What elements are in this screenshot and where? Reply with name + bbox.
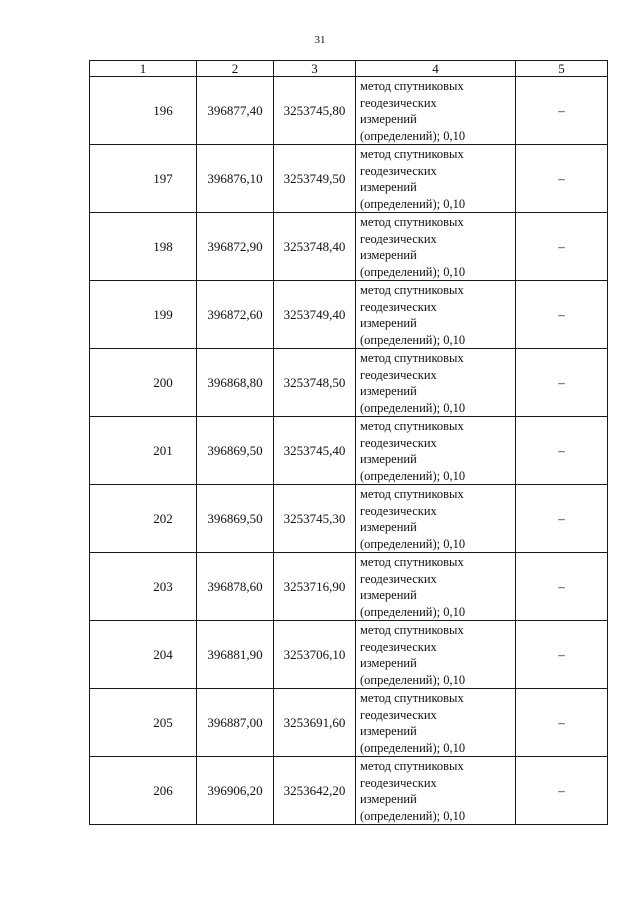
method-cell	[356, 553, 516, 621]
method-cell	[356, 621, 516, 689]
method-line: геодезических	[360, 435, 437, 450]
method-line: метод спутниковых	[360, 691, 464, 705]
y-coordinate-cell: 3253748,50	[274, 349, 356, 417]
header-col-1: 1	[90, 61, 197, 77]
method-cell	[356, 213, 516, 281]
header-col-3: 3	[274, 61, 356, 77]
point-number-cell: 204	[90, 621, 197, 689]
header-col-2: 2	[197, 61, 274, 77]
method-line: (определений); 0,10	[360, 468, 466, 483]
method-line: измерений	[360, 112, 417, 126]
point-number-cell: 203	[90, 553, 197, 621]
method-cell	[356, 349, 516, 417]
method-line: метод спутниковых	[360, 623, 464, 637]
x-coordinate-cell: 396869,50	[197, 485, 274, 553]
method-line: метод спутниковых	[360, 555, 464, 569]
table-row	[90, 621, 608, 689]
y-coordinate-cell: 3253706,10	[274, 621, 356, 689]
y-coordinate-cell: 3253748,40	[274, 213, 356, 281]
method-line: метод спутниковых	[360, 147, 464, 161]
method-line: измерений	[360, 316, 417, 330]
method-line: (определений); 0,10	[360, 604, 466, 619]
y-coordinate-cell: 3253642,20	[274, 757, 356, 825]
table-row	[90, 689, 608, 757]
point-number-cell: 197	[90, 145, 197, 213]
table-row	[90, 213, 608, 281]
extra-cell: –	[516, 77, 608, 145]
point-number-cell: 201	[90, 417, 197, 485]
header-col-4: 4	[356, 61, 516, 77]
extra-cell: –	[516, 689, 608, 757]
extra-cell: –	[516, 485, 608, 553]
method-line: измерений	[360, 248, 417, 262]
method-line: измерений	[360, 792, 417, 806]
table-row	[90, 553, 608, 621]
method-line: измерений	[360, 588, 417, 602]
coordinates-table	[89, 60, 608, 825]
table-row	[90, 757, 608, 825]
method-cell	[356, 689, 516, 757]
method-line: измерений	[360, 724, 417, 738]
method-line: измерений	[360, 384, 417, 398]
method-line: (определений); 0,10	[360, 332, 466, 347]
method-cell	[356, 145, 516, 213]
x-coordinate-cell: 396877,40	[197, 77, 274, 145]
method-line: геодезических	[360, 95, 437, 110]
point-number-cell: 205	[90, 689, 197, 757]
y-coordinate-cell: 3253745,30	[274, 485, 356, 553]
method-line: (определений); 0,10	[360, 128, 466, 143]
method-cell	[356, 485, 516, 553]
extra-cell: –	[516, 757, 608, 825]
table-row	[90, 485, 608, 553]
y-coordinate-cell: 3253749,40	[274, 281, 356, 349]
y-coordinate-cell: 3253716,90	[274, 553, 356, 621]
header-col-5: 5	[516, 61, 608, 77]
method-line: геодезических	[360, 775, 437, 790]
method-line: метод спутниковых	[360, 79, 464, 93]
method-line: метод спутниковых	[360, 759, 464, 773]
method-line: измерений	[360, 180, 417, 194]
page-number: 31	[314, 34, 326, 46]
point-number-cell: 206	[90, 757, 197, 825]
method-line: геодезических	[360, 707, 437, 722]
extra-cell: –	[516, 553, 608, 621]
x-coordinate-cell: 396869,50	[197, 417, 274, 485]
method-line: метод спутниковых	[360, 283, 464, 297]
method-cell	[356, 77, 516, 145]
extra-cell: –	[516, 213, 608, 281]
method-line: (определений); 0,10	[360, 196, 466, 211]
point-number-cell: 196	[90, 77, 197, 145]
extra-cell: –	[516, 281, 608, 349]
extra-cell: –	[516, 145, 608, 213]
extra-cell: –	[516, 417, 608, 485]
x-coordinate-cell: 396868,80	[197, 349, 274, 417]
method-line: геодезических	[360, 503, 437, 518]
method-line: метод спутниковых	[360, 215, 464, 229]
x-coordinate-cell: 396881,90	[197, 621, 274, 689]
method-line: (определений); 0,10	[360, 740, 466, 755]
method-cell	[356, 281, 516, 349]
x-coordinate-cell: 396872,60	[197, 281, 274, 349]
x-coordinate-cell: 396878,60	[197, 553, 274, 621]
x-coordinate-cell: 396906,20	[197, 757, 274, 825]
method-line: (определений); 0,10	[360, 400, 466, 415]
extra-cell: –	[516, 349, 608, 417]
method-line: геодезических	[360, 231, 437, 246]
x-coordinate-cell: 396887,00	[197, 689, 274, 757]
method-line: геодезических	[360, 639, 437, 654]
method-line: (определений); 0,10	[360, 536, 466, 551]
method-line: метод спутниковых	[360, 419, 464, 433]
x-coordinate-cell: 396872,90	[197, 213, 274, 281]
point-number-cell: 202	[90, 485, 197, 553]
method-line: измерений	[360, 656, 417, 670]
method-line: геодезических	[360, 367, 437, 382]
extra-cell: –	[516, 621, 608, 689]
method-line: измерений	[360, 452, 417, 466]
table-header-row	[90, 61, 608, 77]
table-row	[90, 349, 608, 417]
point-number-cell: 200	[90, 349, 197, 417]
table-row	[90, 281, 608, 349]
method-line: (определений); 0,10	[360, 672, 466, 687]
y-coordinate-cell: 3253749,50	[274, 145, 356, 213]
table-row	[90, 77, 608, 145]
method-line: (определений); 0,10	[360, 808, 466, 823]
point-number-cell: 198	[90, 213, 197, 281]
method-line: метод спутниковых	[360, 351, 464, 365]
method-cell	[356, 757, 516, 825]
method-line: геодезических	[360, 299, 437, 314]
method-line: метод спутниковых	[360, 487, 464, 501]
method-line: (определений); 0,10	[360, 264, 466, 279]
table-row	[90, 417, 608, 485]
method-line: геодезических	[360, 163, 437, 178]
point-number-cell: 199	[90, 281, 197, 349]
y-coordinate-cell: 3253691,60	[274, 689, 356, 757]
table-row	[90, 145, 608, 213]
x-coordinate-cell: 396876,10	[197, 145, 274, 213]
method-cell	[356, 417, 516, 485]
method-line: геодезических	[360, 571, 437, 586]
method-line: измерений	[360, 520, 417, 534]
y-coordinate-cell: 3253745,40	[274, 417, 356, 485]
y-coordinate-cell: 3253745,80	[274, 77, 356, 145]
